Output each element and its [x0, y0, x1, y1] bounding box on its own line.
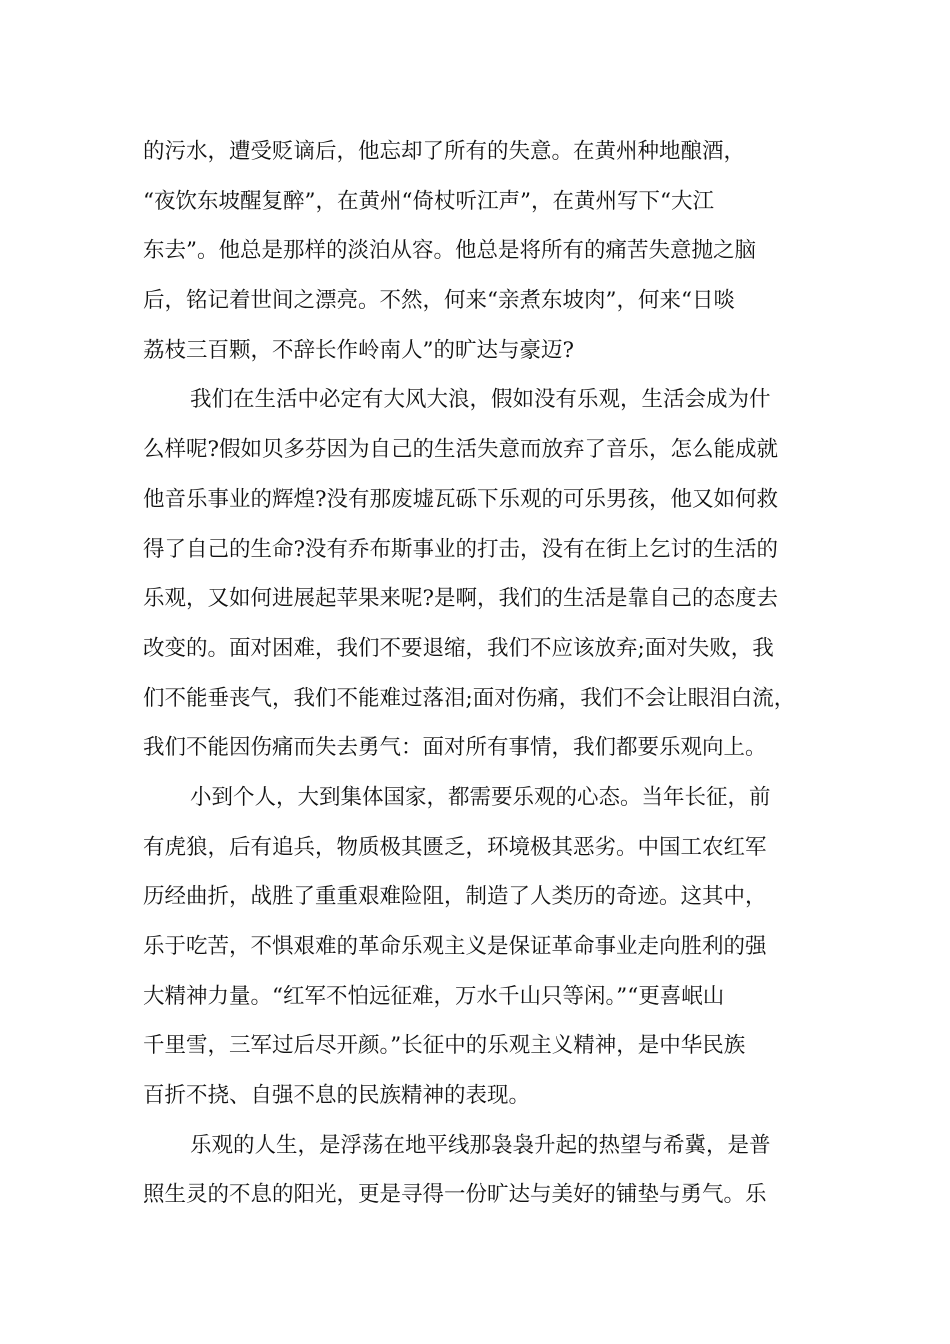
text-line: 后，铭记着世间之漂亮。不然，何来“亲煮东坡肉”，何来“日啖 [143, 288, 735, 314]
text-line: 大精神力量。“红军不怕远征难，万水千山只等闲。”“更喜岷山 [143, 983, 725, 1009]
paragraph-2 [143, 375, 823, 773]
paragraph-1 [143, 127, 823, 375]
text-line: 他音乐事业的辉煌?没有那废墟瓦砾下乐观的可乐男孩，他又如何救 [143, 486, 779, 512]
paragraph-3 [143, 773, 823, 1121]
document-body [143, 127, 823, 1220]
text-line: 照生灵的不息的阳光，更是寻得一份旷达与美好的铺垫与勇气。乐 [143, 1182, 767, 1208]
text-line-indented: 乐观的人生，是浮荡在地平线那袅袅升起的热望与希冀，是普 [190, 1132, 771, 1158]
text-line: 得了自己的生命?没有乔布斯事业的打击，没有在街上乞讨的生活的 [143, 536, 779, 562]
text-line: 乐于吃苦，不惧艰难的革命乐观主义是保证革命事业走向胜利的强 [143, 934, 767, 959]
text-line: “夜饮东坡醒复醉”，在黄州“倚杖听江声”，在黄州写下“大江 [143, 188, 714, 214]
text-line: 历经曲折，战胜了重重艰难险阻，制造了人类历的奇迹。这其中， [143, 884, 767, 910]
text-line: 改变的。面对困难，我们不要退缩，我们不应该放弃;面对失败，我 [143, 635, 774, 661]
text-line: 百折不挠、自强不息的民族精神的表现。 [143, 1083, 531, 1109]
text-line: 么样呢?假如贝多芬因为自己的生活失意而放弃了音乐，怎么能成就 [143, 437, 779, 463]
text-line: 我们不能因伤痛而失去勇气：面对所有事情，我们都要乐观向上。 [143, 735, 767, 761]
text-line: 们不能垂丧气，我们不能难过落泪;面对伤痛，我们不会让眼泪白流， [143, 685, 796, 711]
text-line: 的污水，遭受贬谪后，他忘却了所有的失意。在黄州种地酿酒， [143, 139, 746, 164]
text-line: 荔枝三百颗，不辞长作岭南人”的旷达与豪迈? [143, 337, 575, 363]
text-line: 千里雪，三军过后尽开颜。”长征中的乐观主义精神，是中华民族 [143, 1033, 746, 1059]
paragraph-4 [143, 1121, 823, 1220]
text-line: 东去”。他总是那样的淡泊从容。他总是将所有的痛苦失意抛之脑 [143, 238, 756, 264]
text-line-indented: 小到个人，大到集体国家，都需要乐观的心态。当年长征，前 [190, 784, 771, 810]
text-line: 有虎狼，后有追兵，物质极其匮乏，环境极其恶劣。中国工农红军 [143, 834, 767, 860]
text-line: 乐观，又如何进展起苹果来呢?是啊，我们的生活是靠自己的态度去 [143, 586, 779, 612]
text-line-indented: 我们在生活中必定有大风大浪，假如没有乐观，生活会成为什 [190, 387, 771, 413]
